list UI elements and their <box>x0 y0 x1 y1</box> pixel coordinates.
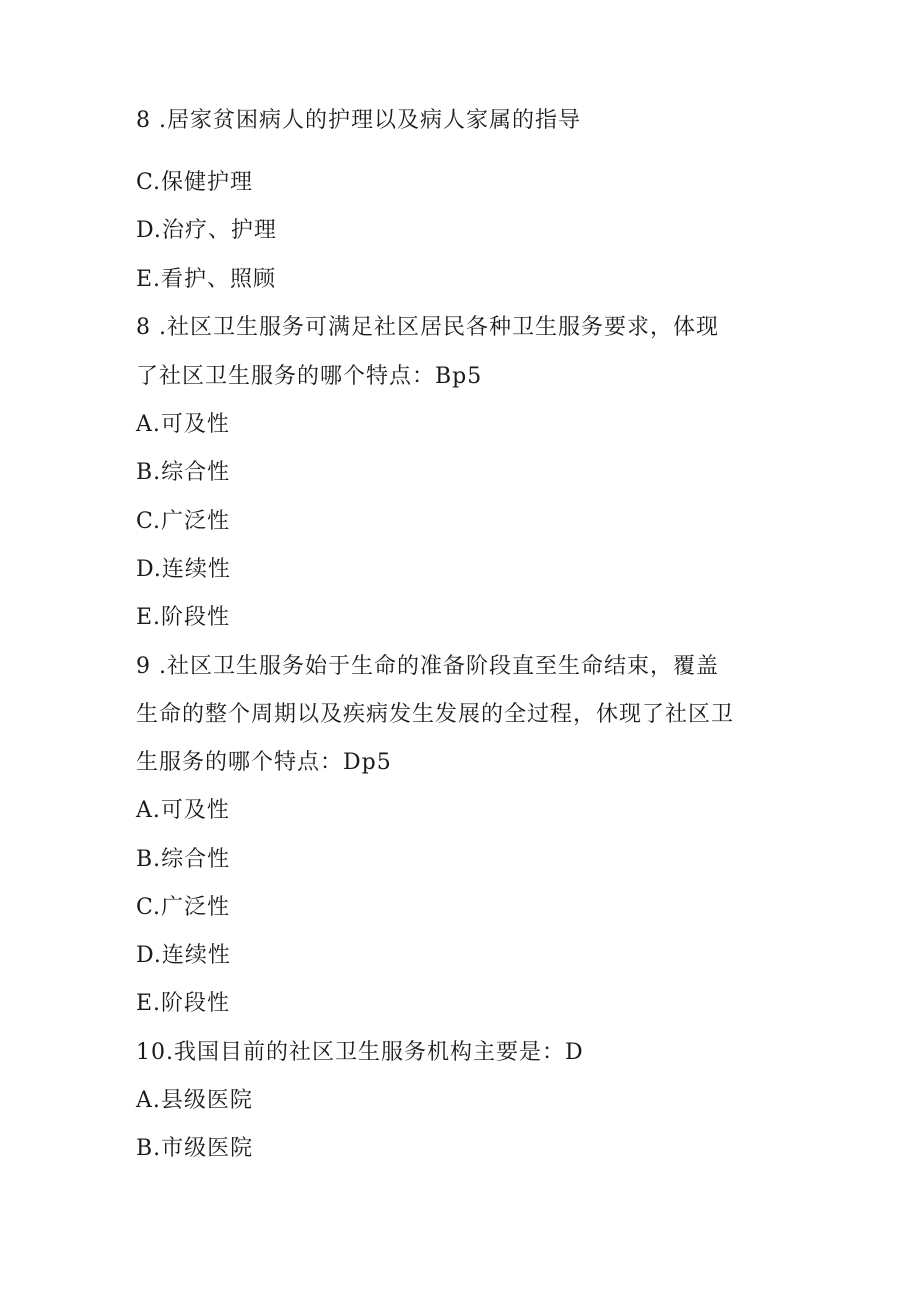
question-10-option-a: A.县级医院 <box>136 1088 253 1113</box>
question-8-text-line-2: 了社区卫生服务的哪个特点：Bp5 <box>136 364 483 389</box>
item-8-option-d: D.治疗、护理 <box>136 218 277 243</box>
question-9-option-a: A.可及性 <box>136 798 230 823</box>
question-9-option-b: B.综合性 <box>136 847 231 872</box>
question-8-text-line-1: 8 .社区卫生服务可满足社区居民各种卫生服务要求，体现 <box>136 315 719 340</box>
question-9-text-line-2: 生命的整个周期以及疾病发生发展的全过程，休现了社区卫 <box>136 702 735 727</box>
item-8-option-c: C.保健护理 <box>136 170 254 195</box>
question-8-option-b: B.综合性 <box>136 460 231 485</box>
question-8-option-d: D.连续性 <box>136 557 231 582</box>
question-9-option-c: C.广泛性 <box>136 895 231 920</box>
question-8-option-c: C.广泛性 <box>136 509 231 534</box>
question-8-option-a: A.可及性 <box>136 412 230 437</box>
item-8-option-b-text: 8 .居家贫困病人的护理以及病人家属的指导 <box>136 108 581 133</box>
question-9-text-line-1: 9 .社区卫生服务始于生命的准备阶段直至生命结束，覆盖 <box>136 654 719 679</box>
question-9-option-e: E.阶段性 <box>136 991 231 1016</box>
question-9-option-d: D.连续性 <box>136 943 231 968</box>
question-10-text: 10.我国目前的社区卫生服务机构主要是：D <box>136 1040 584 1065</box>
question-8-option-e: E.阶段性 <box>136 605 231 630</box>
item-8-option-e: E.看护、照顾 <box>136 267 277 292</box>
question-10-option-b: B.市级医院 <box>136 1136 254 1161</box>
question-9-text-line-3: 生服务的哪个特点：Dp5 <box>136 750 392 775</box>
